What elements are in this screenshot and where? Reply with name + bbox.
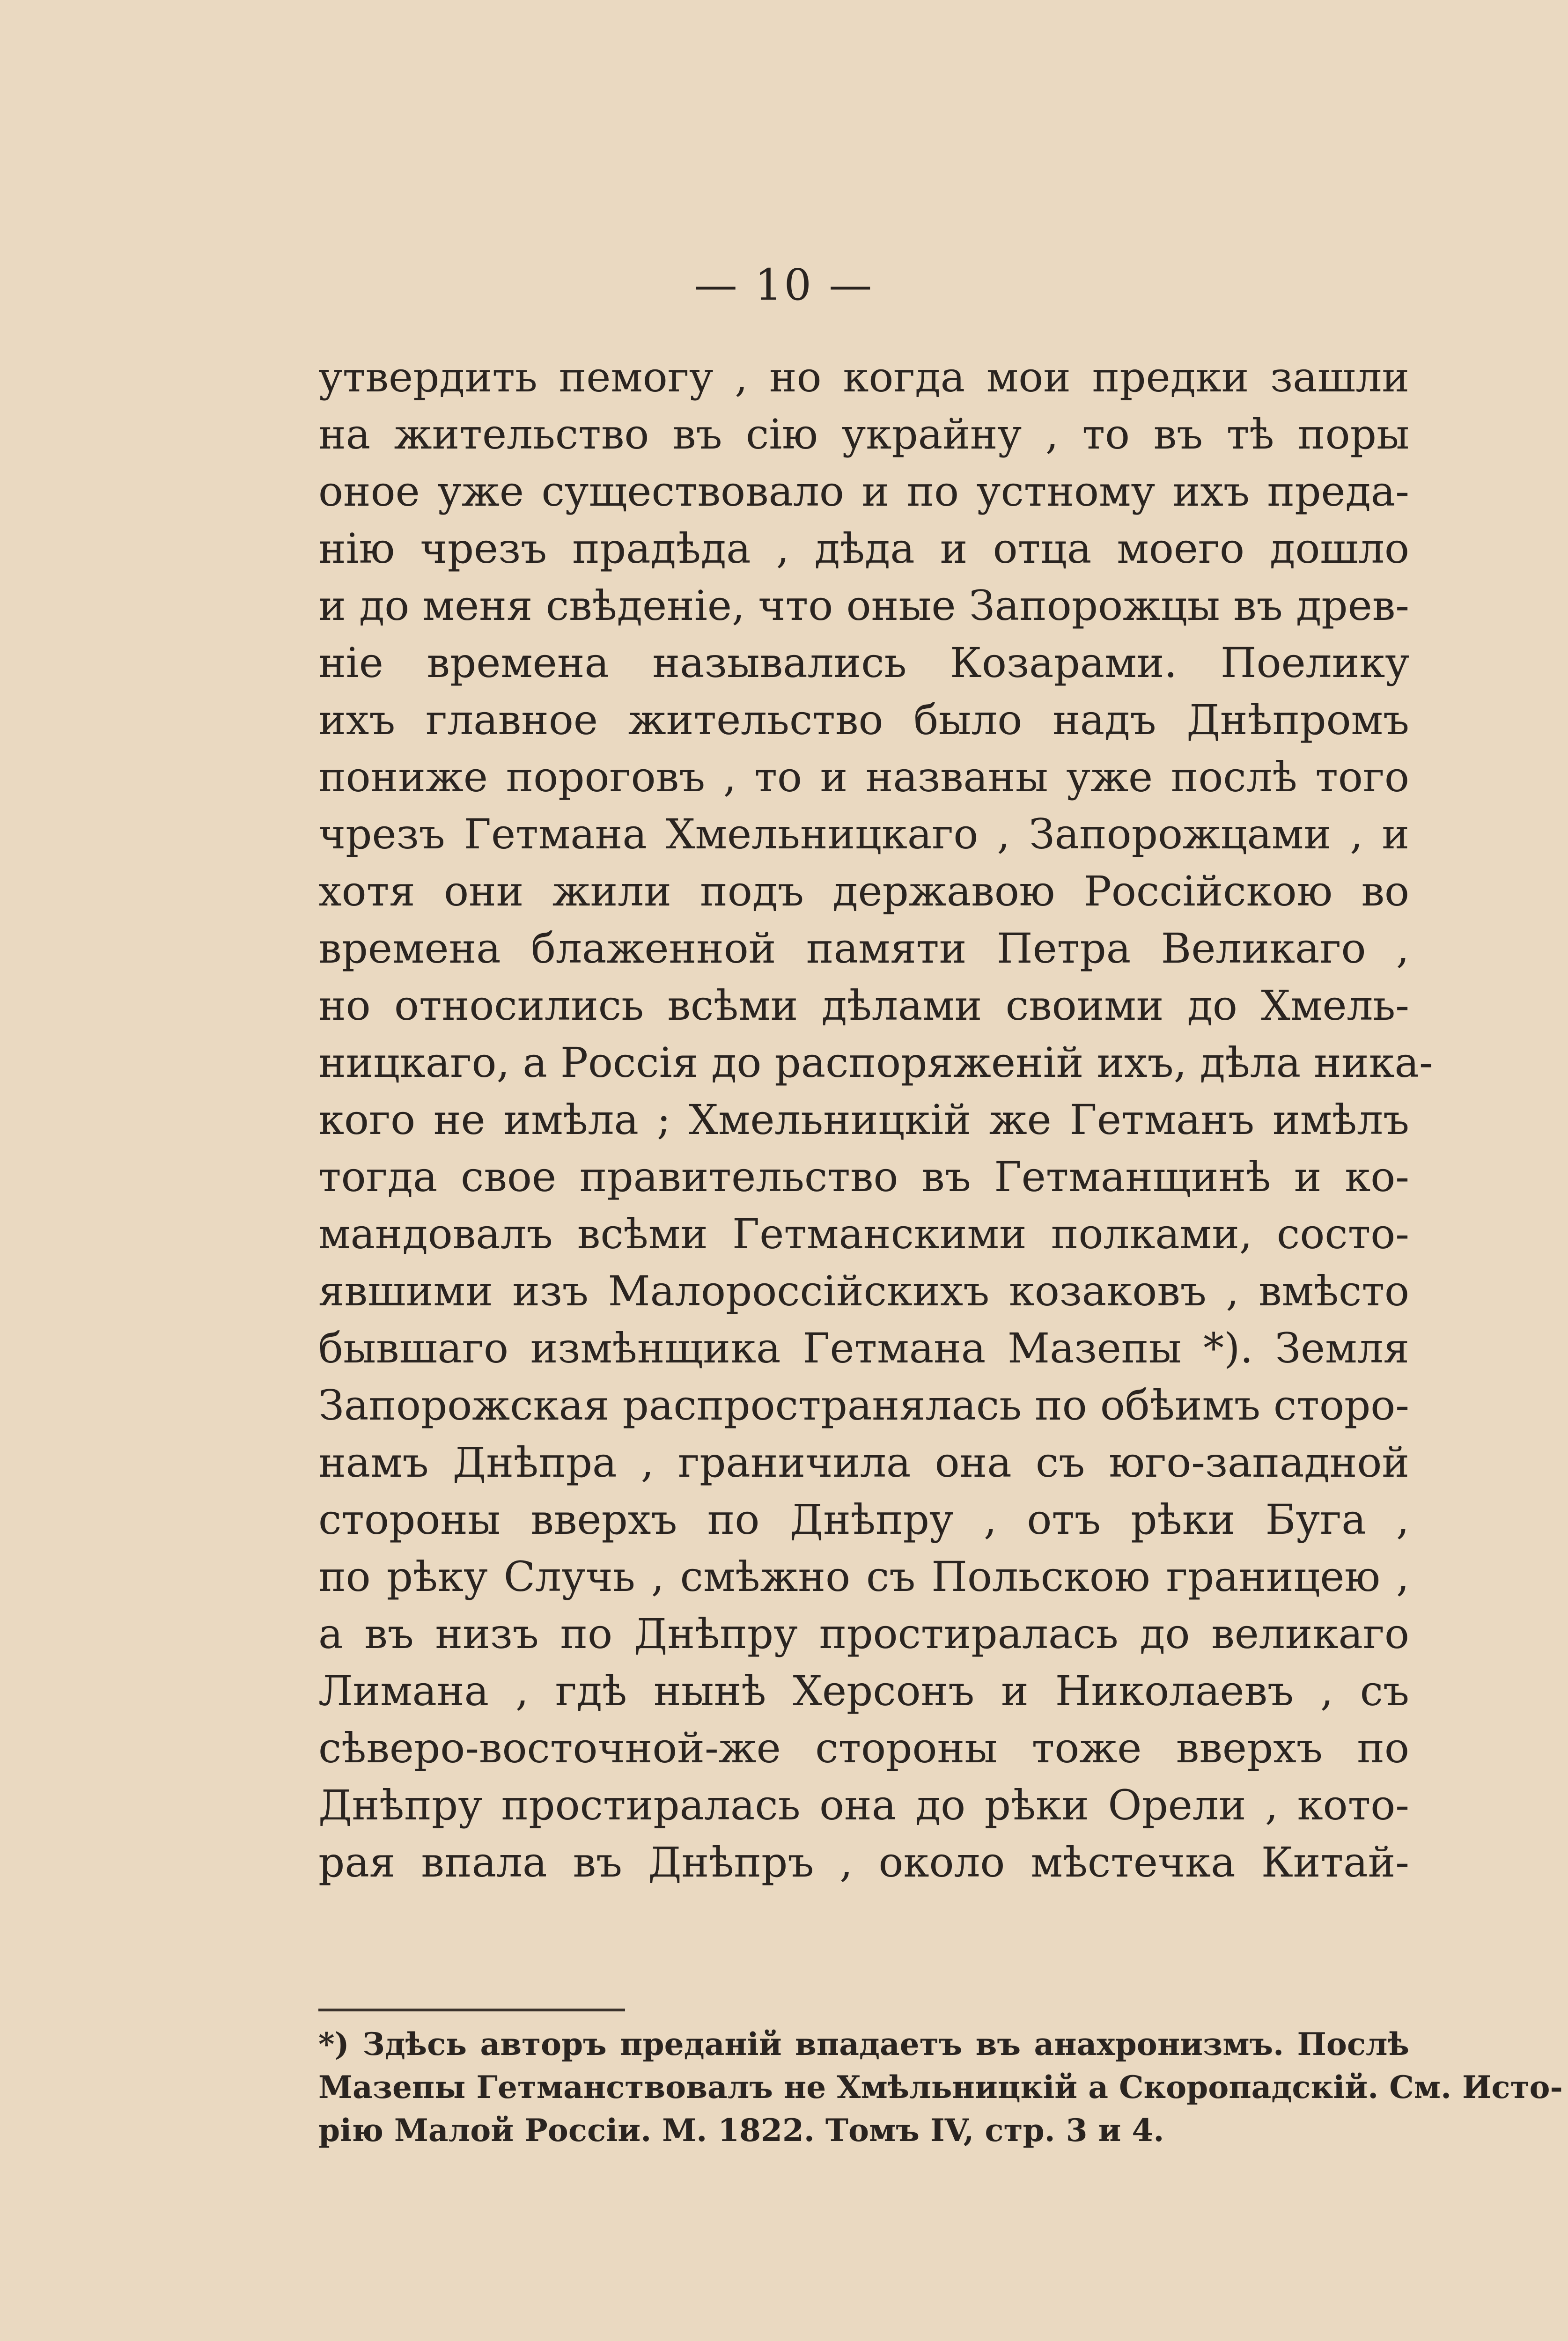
text-line: явшими изъ Малороссійскихъ козаковъ , вмѣсто <box>318 1267 1409 1315</box>
text-line: кого не имѣла ; Хмельницкій же Гетманъ имѣлъ <box>318 1096 1409 1144</box>
footnote-line: Мазепы Гетманствовалъ не Хмѣльницкій а Скоропадскій. См. Исто- <box>318 2069 1563 2105</box>
text-line: мандовалъ всѣми Гетманскими полками, состо- <box>318 1210 1409 1258</box>
page-number: — 10 — <box>694 260 874 310</box>
text-line: и до меня свѣденіе, что оные Запорожцы въ древ- <box>318 582 1409 630</box>
text-line: хотя они жили подъ державою Россійскою во <box>318 867 1409 915</box>
footnote-line: *) Здѣсь авторъ преданій впадаетъ въ анахронизмъ. Послѣ <box>318 2026 1409 2062</box>
text-line: Запорожская распространялась по обѣимъ сторо- <box>318 1381 1409 1429</box>
text-line: а въ низъ по Днѣпру простиралась до великаго <box>318 1610 1409 1658</box>
text-line: ихъ главное жительство было надъ Днѣпромъ <box>318 696 1409 744</box>
text-line: стороны вверхъ по Днѣпру , отъ рѣки Буга , <box>318 1495 1409 1544</box>
text-line: пониже пороговъ , то и названы уже послѣ того <box>318 753 1409 801</box>
text-line: Лимана , гдѣ нынѣ Херсонъ и Николаевъ , съ <box>318 1667 1409 1715</box>
text-line: Днѣпру простиралась она до рѣки Орели , кото- <box>318 1781 1409 1829</box>
body-text <box>318 349 1433 1891</box>
text-line: ніе времена назывались Козарами. Поелику <box>318 639 1409 687</box>
text-line: ницкаго, а Россія до распоряженій ихъ, дѣла ника- <box>318 1038 1433 1087</box>
text-line: утвердить пемогу , но когда мои предки зашли <box>318 353 1409 401</box>
text-line: бывшаго измѣнщика Гетмана Мазепы *). Земля <box>318 1324 1409 1372</box>
text-line: нію чрезъ прадѣда , дѣда и отца моего дошло <box>318 524 1409 573</box>
text-line: намъ Днѣпра , граничила она съ юго-западной <box>318 1438 1409 1487</box>
footnote-line: рію Малой Россіи. М. 1822. Томъ IV, стр. 3 и 4. <box>318 2112 1164 2149</box>
text-line: но относились всѣми дѣлами своими до Хмель- <box>318 981 1409 1030</box>
text-line: тогда свое правительство въ Гетманщинѣ и ко- <box>318 1153 1409 1201</box>
text-line: времена блаженной памяти Петра Великаго , <box>318 924 1409 972</box>
text-line: на жительство въ сію украйну , то въ тѣ поры <box>318 410 1409 458</box>
text-line: по рѣку Случь , смѣжно съ Польскою границею , <box>318 1553 1409 1601</box>
text-line: оное уже существовало и по устному ихъ преда- <box>318 467 1409 515</box>
text-line: рая впала въ Днѣпръ , около мѣстечка Китай- <box>318 1838 1409 1886</box>
footnote <box>318 2023 1563 2152</box>
text-line: сѣверо-восточной-же стороны тоже вверхъ по <box>318 1724 1409 1772</box>
footnote-divider <box>318 2009 625 2011</box>
text-line: чрезъ Гетмана Хмельницкаго , Запорожцами , и <box>318 810 1409 858</box>
